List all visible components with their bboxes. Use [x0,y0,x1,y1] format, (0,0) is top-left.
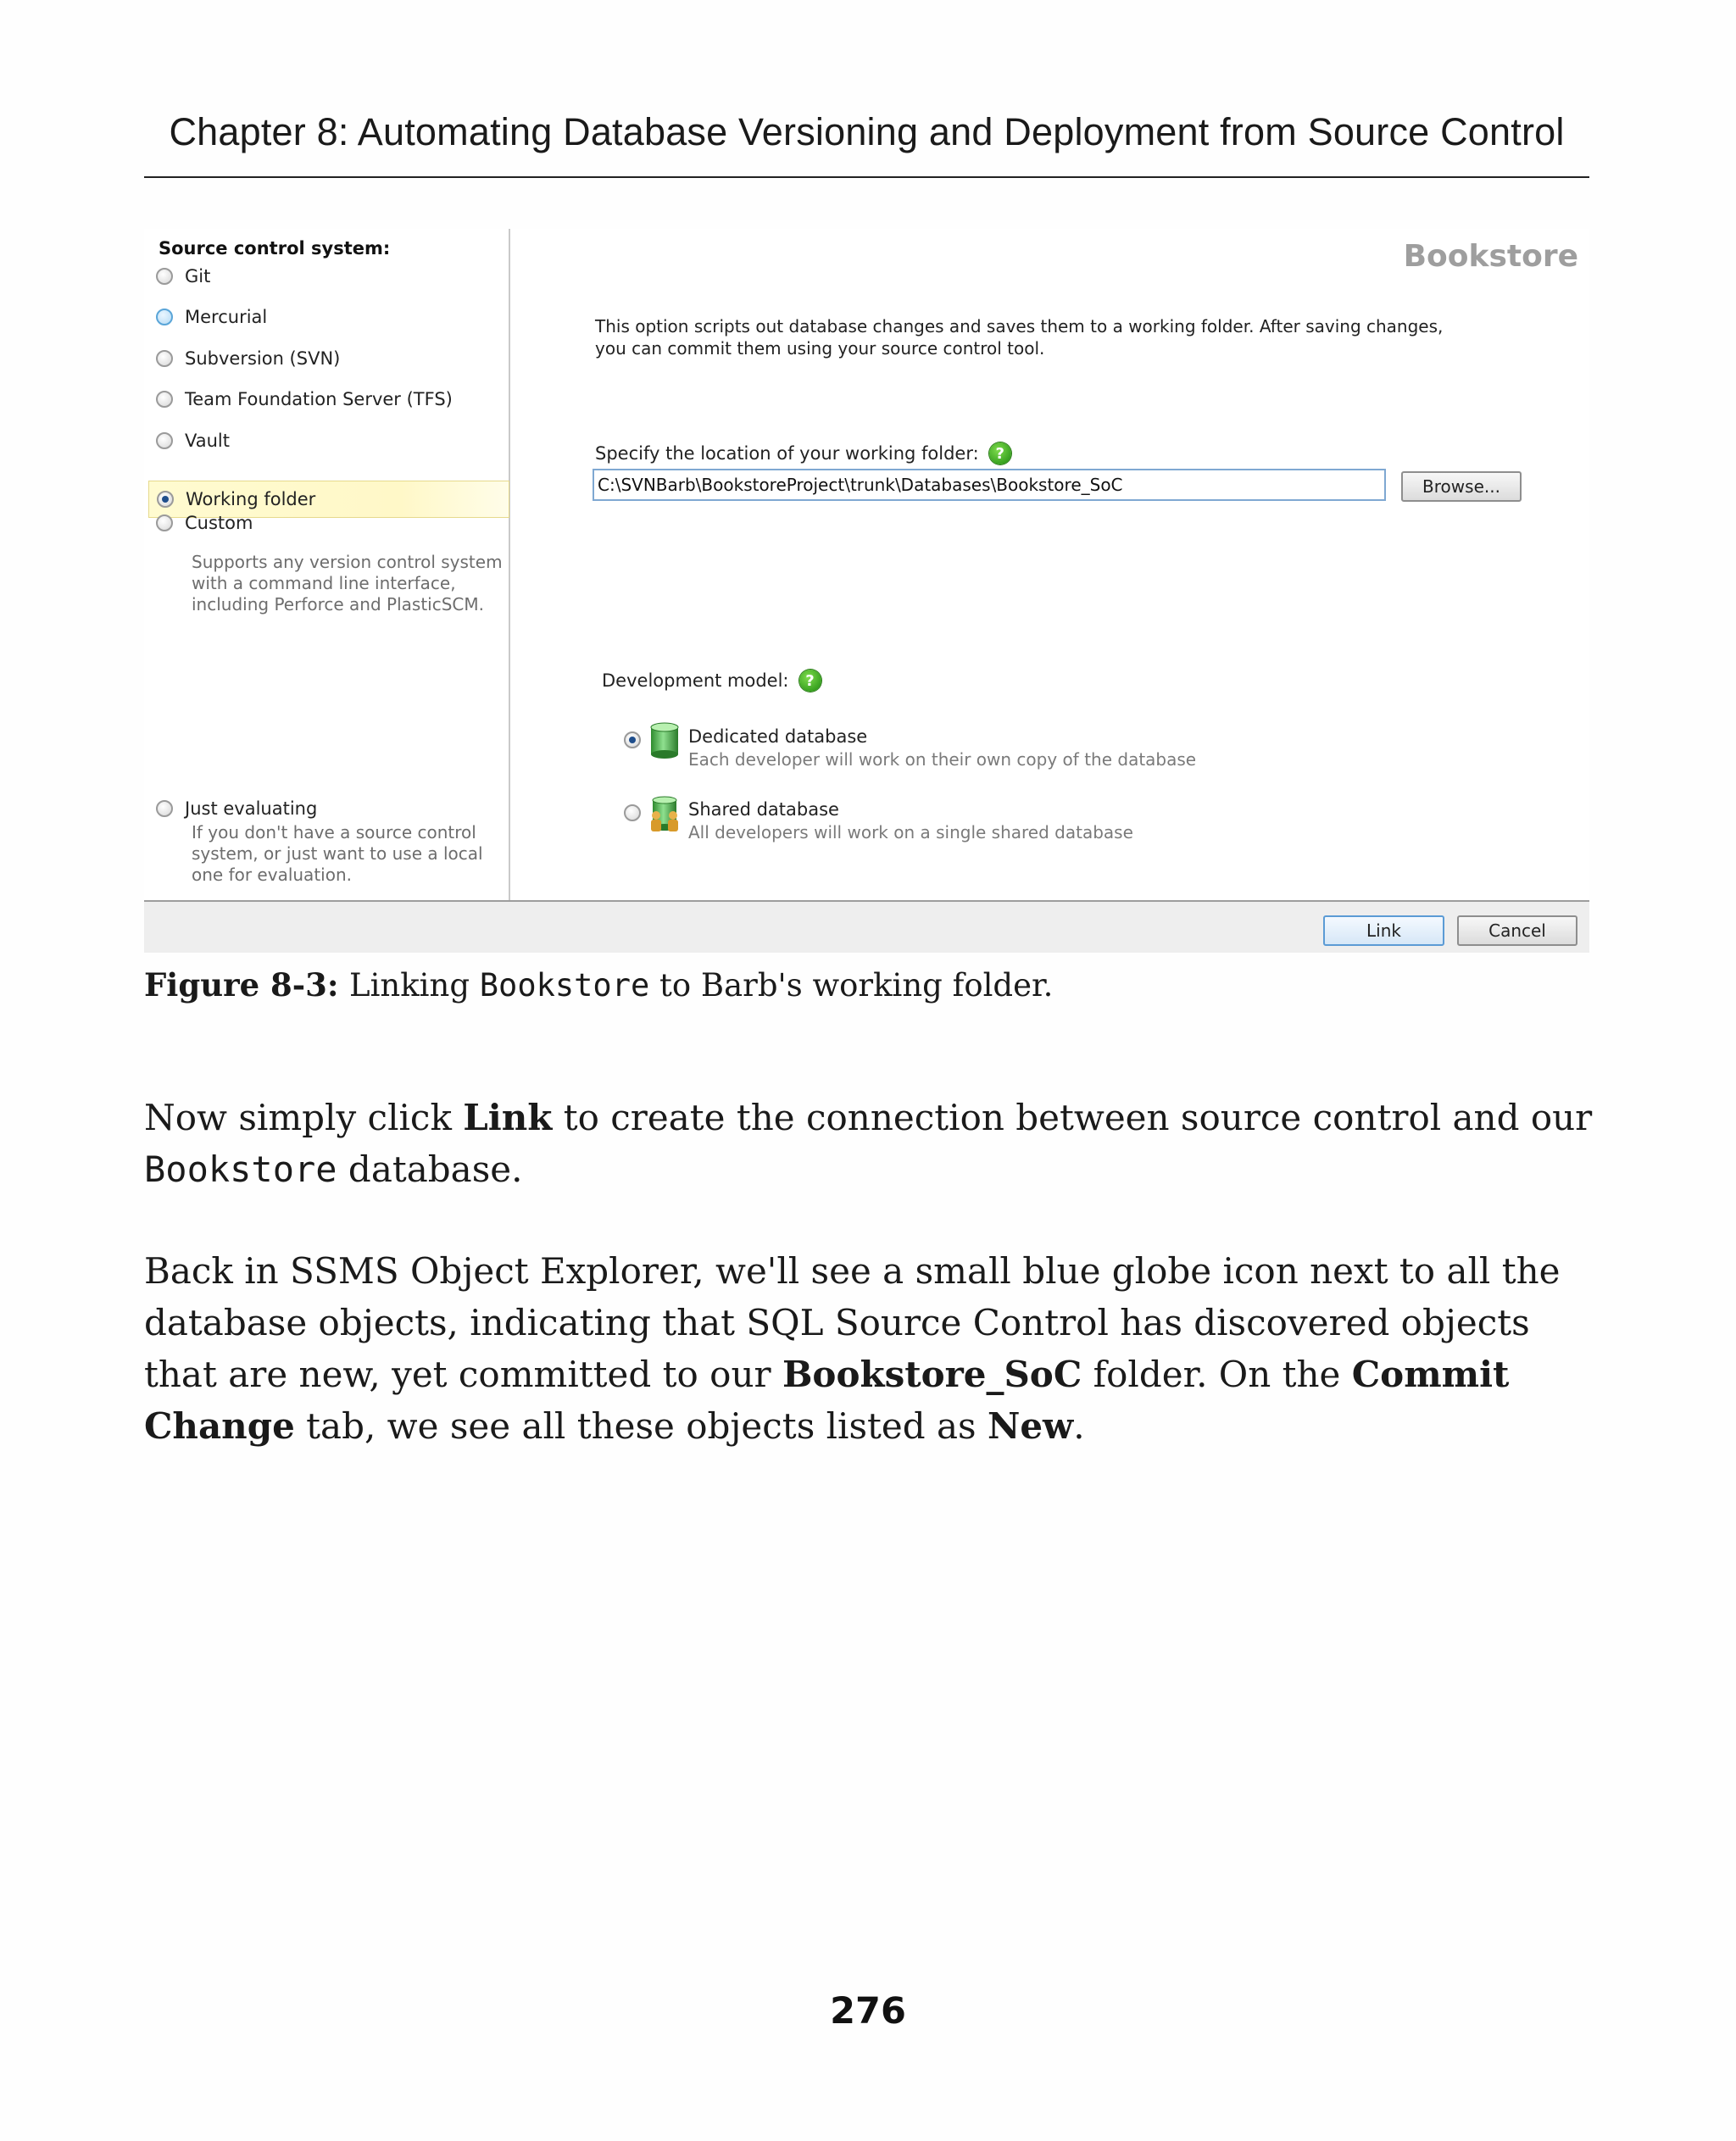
radio-selected-icon[interactable] [157,491,174,508]
bold-term: New [987,1405,1074,1447]
text: database. [337,1148,523,1190]
page-number: 276 [830,1990,906,2033]
working-folder-info: This option scripts out database changes and saves them to a working folder. After saving changes, you can commit them using your source control tool. [595,316,1444,359]
text: tab, we see all these objects listed as [294,1405,988,1447]
development-model-text: Development model: [602,670,789,691]
text: to create the connection between source control and our [552,1097,1593,1138]
option-shared-database[interactable] [624,795,1133,844]
code-term: Bookstore [144,1148,337,1190]
radio-icon[interactable] [156,268,173,285]
option-label: Subversion (SVN) [185,348,341,369]
option-label: Just evaluating [185,798,318,819]
help-icon[interactable]: ? [989,442,1011,464]
cancel-button[interactable]: Cancel [1457,915,1577,946]
folder-location-label [595,442,1011,464]
radio-icon[interactable] [624,804,641,821]
help-icon[interactable]: ? [799,670,821,692]
radio-icon[interactable] [156,309,173,325]
option-label: Vault [185,431,230,451]
option-svn[interactable] [156,342,340,375]
caption-text-after: to Barb's working folder. [649,967,1054,1004]
bold-term: Link [463,1097,553,1138]
folder-location-text: Specify the location of your working folder: [595,443,979,464]
figure-label: Figure 8-3: [144,966,339,1004]
caption-text-before: Linking [349,967,480,1004]
figure-caption [144,966,1053,1004]
database-name-label: Bookstore [1403,239,1578,274]
text: Now simply click [144,1097,464,1138]
running-header: Chapter 8: Automating Database Versioning and Deployment from Source Control [169,110,1565,153]
bold-term: Bookstore_SoC [782,1354,1082,1395]
text: . [1073,1405,1085,1447]
dedicated-database-description: Each developer will work on their own copy of the database [688,749,1197,770]
option-mercurial[interactable] [156,300,267,334]
shared-database-icon [649,795,680,832]
development-model-label [602,670,821,692]
radio-icon[interactable] [156,514,173,531]
paragraph-object-explorer [144,1245,1594,1452]
paragraph-link [144,1092,1594,1195]
source-control-title: Source control system: [159,238,391,259]
custom-description: Supports any version control system with a command line interface, including Perforce and PlasticSCM. [192,552,503,614]
just-evaluating-description: If you don't have a source control system, or just want to use a local one for evaluation. [192,822,483,885]
radio-icon[interactable] [156,432,173,449]
source-control-list [144,229,510,900]
option-custom[interactable] [156,506,253,540]
database-icon [649,722,680,759]
link-database-dialog-screenshot [144,229,1589,951]
option-label: Working folder [186,489,316,509]
shared-database-description: All developers will work on a single shared database [688,822,1133,842]
radio-icon[interactable] [156,800,173,817]
option-tfs[interactable] [156,382,453,416]
option-label: Team Foundation Server (TFS) [185,389,453,409]
option-label: Git [185,266,211,286]
working-folder-input[interactable] [593,469,1386,501]
text: Back in SSMS Object Explorer, we'll see a small blue globe icon next to all the database objects, indicating that SQL Source Control has discovered objects that are new, yet committed to our [144,1250,1561,1395]
shared-database-title: Shared database [688,799,839,820]
radio-icon[interactable] [156,350,173,367]
option-dedicated-database[interactable] [624,722,1196,771]
header-rule [144,176,1589,178]
dedicated-database-title: Dedicated database [688,726,868,747]
option-label: Custom [185,513,253,533]
caption-code: Bookstore [479,967,650,1004]
link-button[interactable]: Link [1323,915,1444,946]
option-git[interactable] [156,259,210,293]
text: folder. On the [1082,1354,1352,1395]
bold-term: Commit Change [144,1354,1510,1447]
radio-selected-icon[interactable] [624,731,641,748]
browse-button[interactable]: Browse... [1401,471,1522,502]
radio-icon[interactable] [156,391,173,408]
option-just-evaluating[interactable] [156,792,317,826]
option-label: Mercurial [185,307,268,327]
option-vault[interactable] [156,424,230,458]
